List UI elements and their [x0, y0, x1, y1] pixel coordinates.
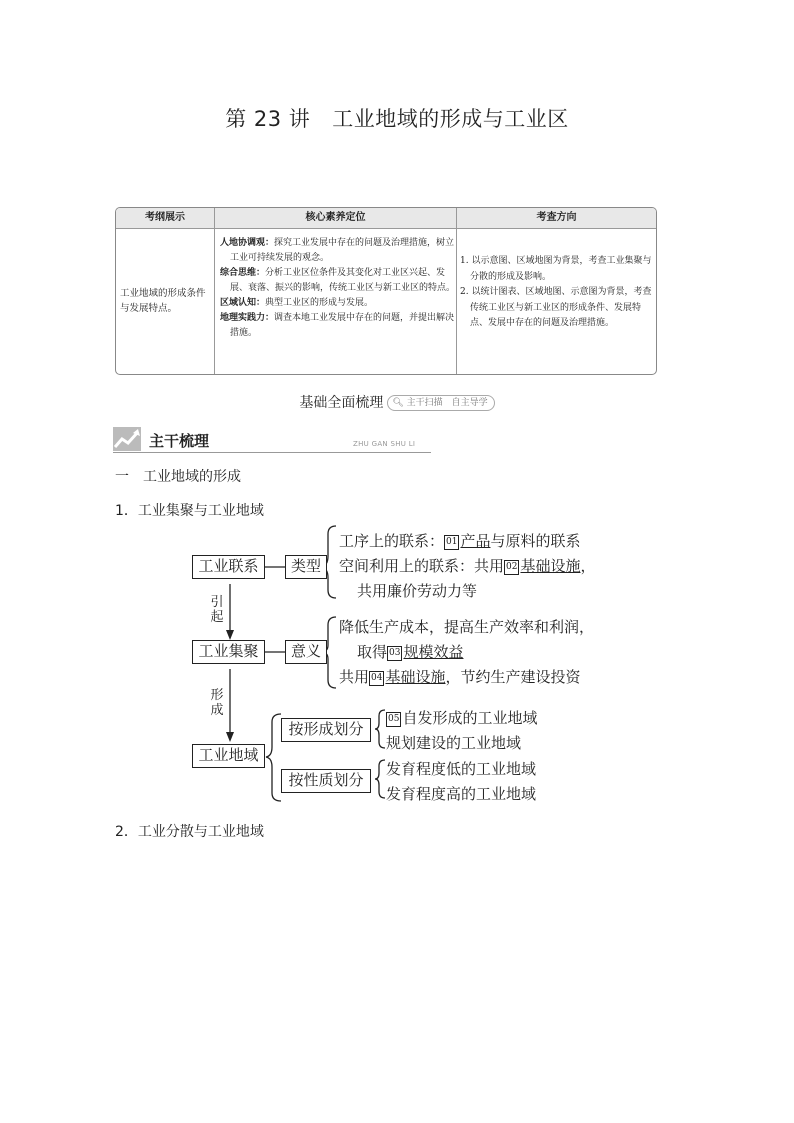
- blank-05-tag: 05: [386, 712, 401, 727]
- blank-04-tag: 04: [369, 671, 384, 686]
- header-outline: 考纲展示: [145, 212, 185, 223]
- heading-dispersion: 2．工业分散与工业地域: [115, 824, 264, 840]
- literacy-item: 区域认知：典型工业区的形成与发展。: [220, 298, 374, 308]
- box-by-formation: 按形成划分: [281, 718, 371, 742]
- answer-04: 基础设施: [385, 668, 446, 686]
- linkage-process: 工序上的联系： 01 产品与原料的联系: [339, 532, 581, 550]
- region-high-developed: 发育程度高的工业地域: [386, 785, 537, 803]
- box-industrial-linkage: 工业联系: [192, 555, 265, 579]
- blank-02-tag: 02: [504, 560, 519, 575]
- box-industrial-region: 工业地域: [192, 744, 265, 768]
- section-title-text: 基础全面梳理: [299, 395, 384, 411]
- linkage-labor: 共用廉价劳动力等: [357, 582, 478, 600]
- banner-label: 主干梳理: [149, 432, 210, 450]
- banner-pinyin: ZHU GAN SHU LI: [353, 440, 416, 448]
- outline-cell: 工业地域的形成条件与发展特点。: [120, 288, 206, 314]
- box-type: 类型: [285, 555, 327, 579]
- lecture-number: 第 23 讲: [225, 107, 311, 131]
- answer-01: 产品: [460, 532, 491, 550]
- heading-aggregation: 1．工业集聚与工业地域: [115, 503, 264, 519]
- region-planned: 规划建设的工业地域: [386, 734, 522, 752]
- region-low-developed: 发育程度低的工业地域: [386, 760, 537, 778]
- blank-01-tag: 01: [444, 535, 459, 550]
- significance-scale: 取得 03 规模效益: [357, 643, 464, 661]
- heading-formation: 一 工业地域的形成: [115, 469, 241, 485]
- label-forms: 形成: [210, 688, 224, 718]
- literacy-item: 人地协调观：探究工业发展中存在的问题及治理措施，树立工业可持续发展的观念。: [220, 238, 455, 263]
- literacy-item: 综合思维：分析工业区位条件及其变化对工业区兴起、发展、衰落、振兴的影响，传统工业区与新工业区的特点。: [220, 268, 456, 293]
- direction-item: 1. 以示意图、区域地图为背景，考查工业集聚与分散的形成及影响。: [460, 256, 652, 282]
- answer-02: 基础设施: [520, 557, 581, 575]
- label-causes: 引起: [210, 595, 224, 625]
- significance-cost: 降低生产成本，提高生产效率和利润，: [339, 618, 595, 636]
- lecture-topic: 工业地域的形成与工业区: [332, 107, 569, 131]
- blank-03-tag: 03: [387, 646, 402, 661]
- direction-item: 2. 以统计图表、区域地图、示意图为背景，考查传统工业区与新工业区的形成条件、发展特点、发展中存在的问题及治理措施。: [460, 287, 652, 328]
- header-literacy: 核心素养定位: [305, 212, 366, 223]
- section-tag: 🔍︎ 主干扫描 自主导学: [387, 395, 494, 411]
- literacy-item: 地理实践力：调查本地工业发展中存在的问题，并提出解决措施。: [220, 313, 455, 338]
- box-by-nature: 按性质划分: [281, 769, 371, 793]
- linkage-space: 空间利用上的联系：共用 02 基础设施，: [339, 557, 596, 575]
- box-aggregation: 工业集聚: [192, 640, 265, 664]
- answer-03: 规模效益: [403, 643, 464, 661]
- significance-infra: 共用 04 基础设施，节约生产建设投资: [339, 668, 581, 686]
- box-significance: 意义: [285, 640, 327, 664]
- header-direction: 考查方向: [536, 212, 577, 223]
- region-spontaneous: 05 自发形成的工业地域: [388, 709, 538, 727]
